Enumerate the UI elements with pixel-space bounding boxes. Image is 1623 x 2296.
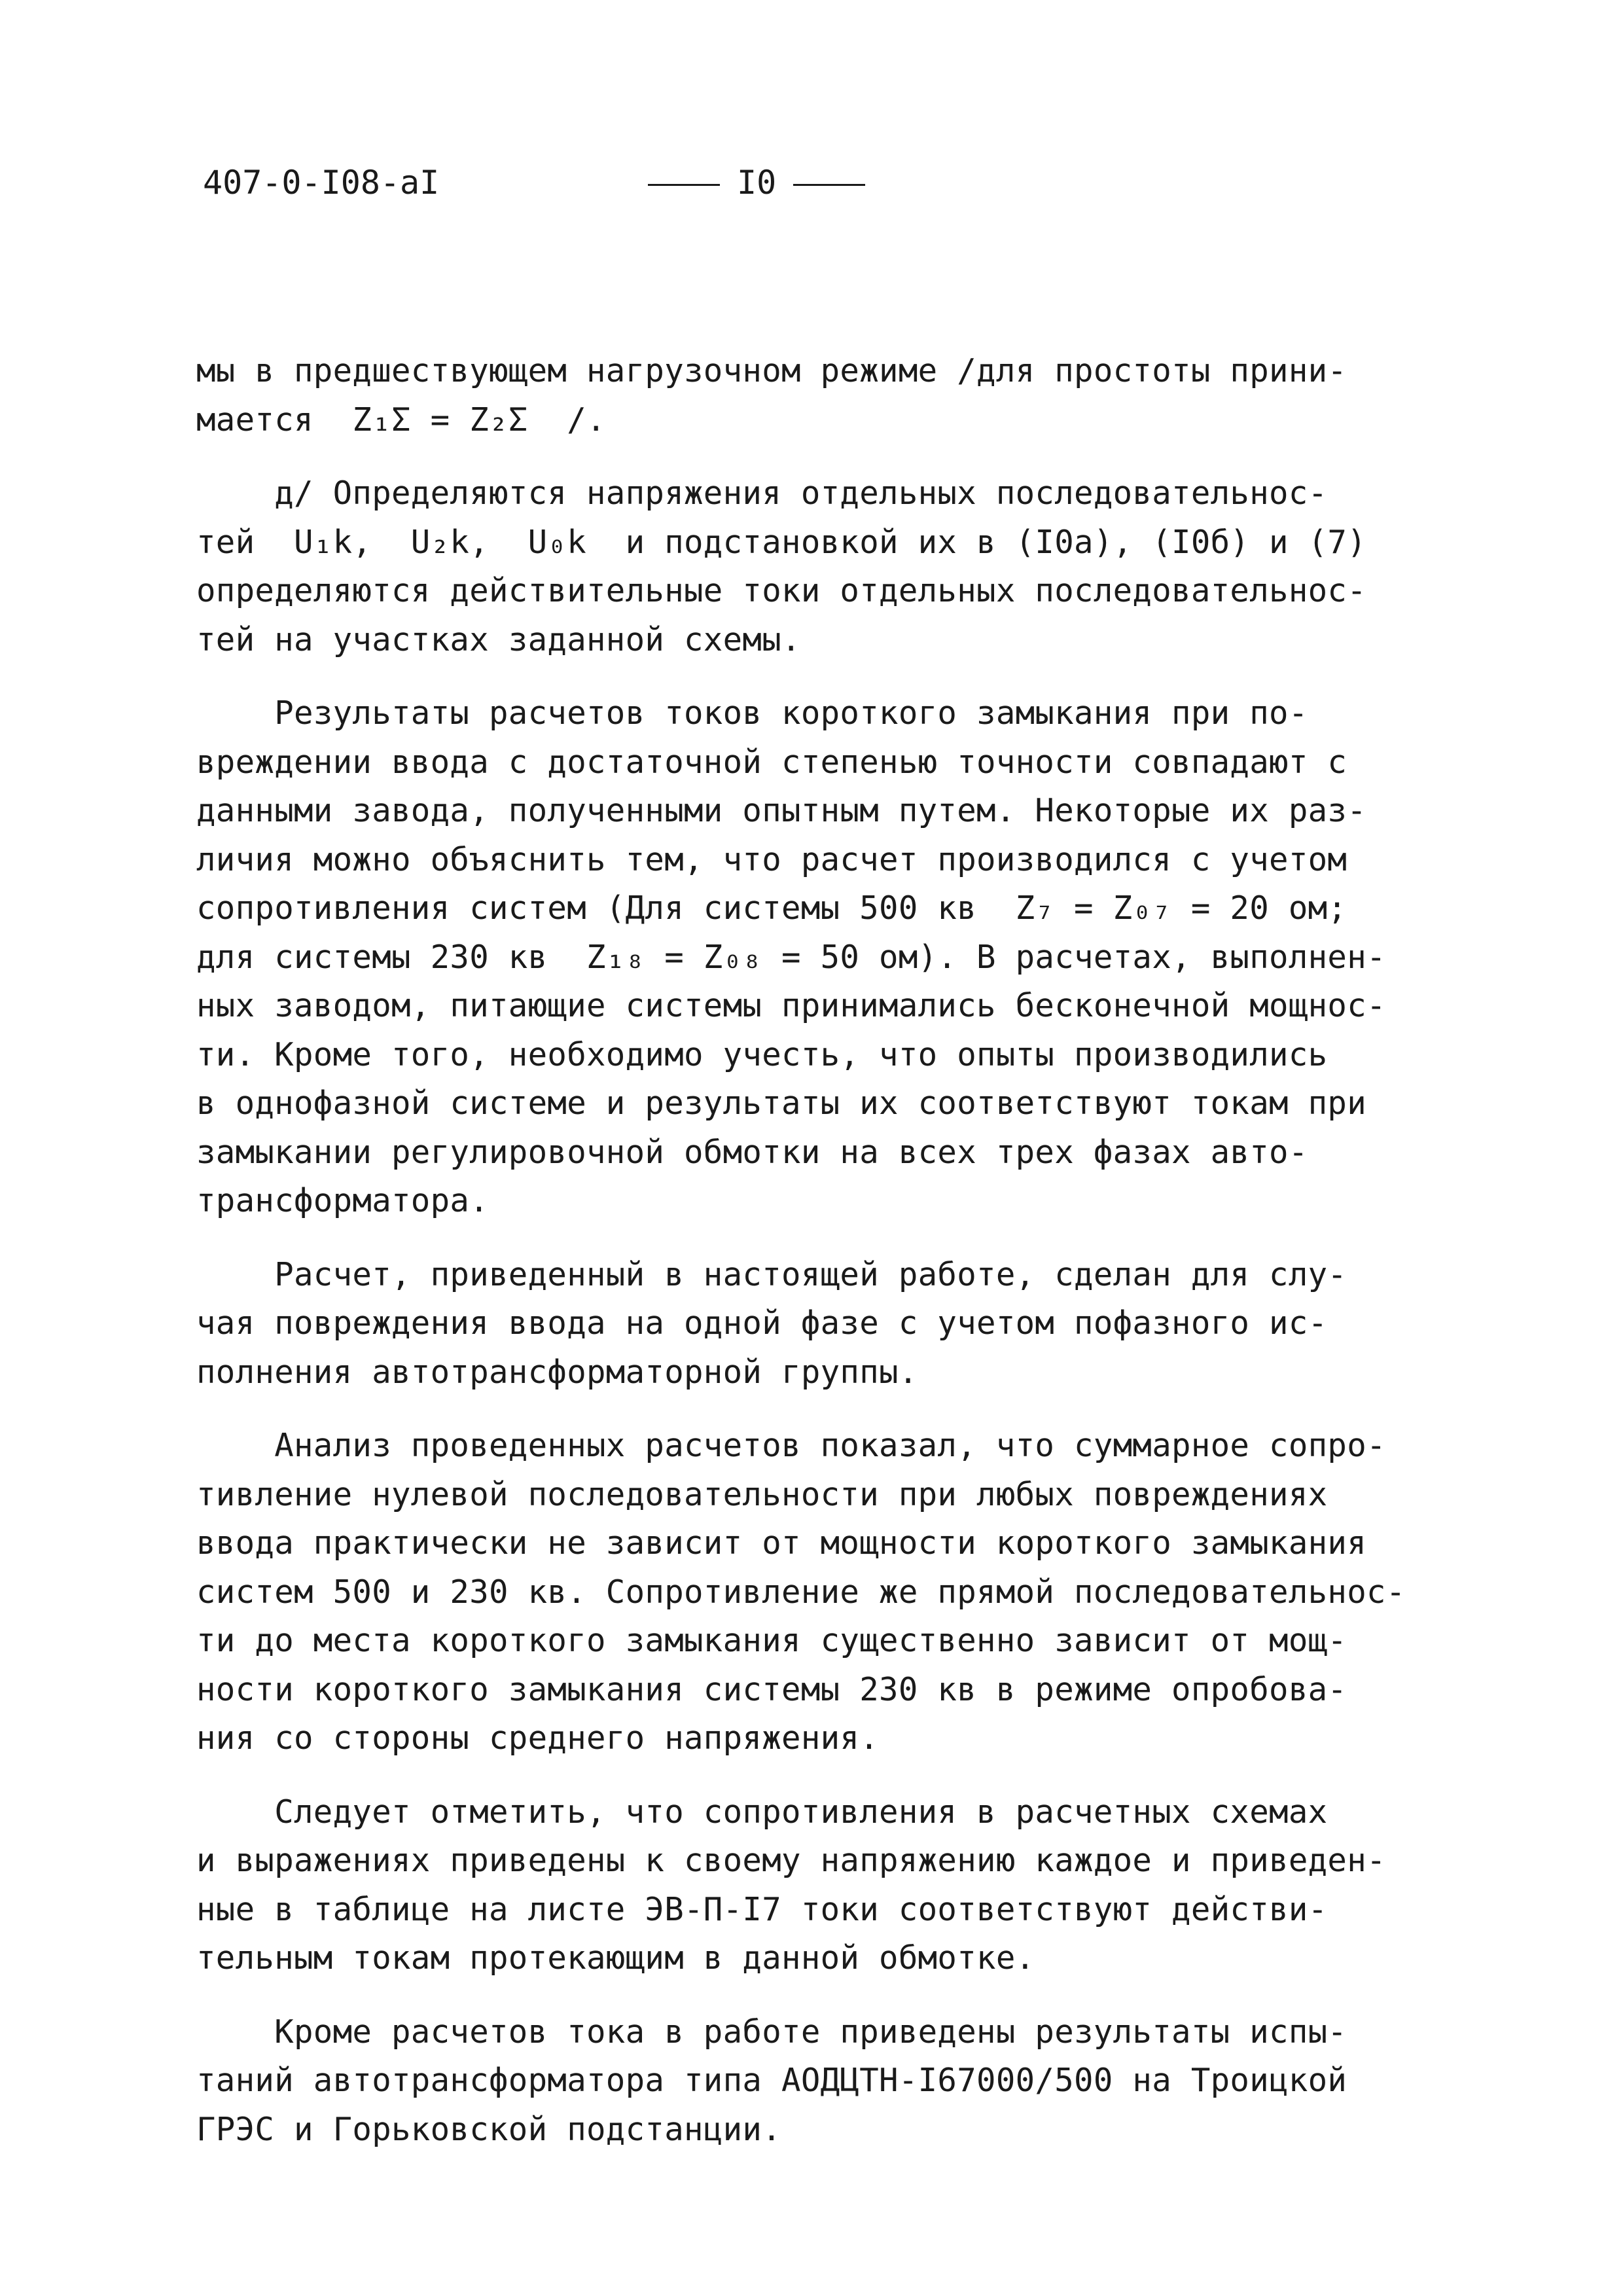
text-line: ГРЭС и Горьковской подстанции. — [196, 2110, 782, 2148]
paragraph-gap — [196, 1397, 1453, 1422]
text-line: ти. Кроме того, необходимо учесть, что опыты производились — [196, 1035, 1328, 1073]
paragraph-gap — [196, 444, 1453, 469]
paragraph — [196, 2008, 1453, 2155]
text-line: тивление нулевой последовательности при любых повреждениях — [196, 1475, 1328, 1513]
paragraph — [196, 1251, 1453, 1397]
text-line: в однофазной системе и результаты их соответствуют токам при — [196, 1085, 1367, 1122]
text-line: таний автотрансформатора типа АОДЦТН-I67000/500 на Троицкой — [196, 2062, 1347, 2099]
text-line: ности короткого замыкания системы 230 кв в режиме опробова- — [196, 1670, 1347, 1708]
document-code: 407-0-I08-aI — [203, 164, 440, 202]
text-line: чая повреждения ввода на одной фазе с учетом пофазного ис- — [196, 1304, 1328, 1342]
text-line: тельным токам протекающим в данной обмотке. — [196, 1939, 1035, 1977]
text-line: Кроме расчетов тока в работе приведены результаты испы- — [196, 2013, 1347, 2051]
text-line: ные в таблице на листе ЭВ-П-I7 токи соответствуют действи- — [196, 1890, 1328, 1928]
text-line: сопротивления систем (Для системы 500 кв Z₇ = Z₀₇ = 20 ом; — [196, 889, 1347, 927]
text-line: вреждении ввода с достаточной степенью точности совпадают с — [196, 743, 1347, 781]
text-line: трансформатора. — [196, 1182, 490, 1219]
text-line: ных заводом, питающие системы принимались бесконечной мощнос- — [196, 987, 1386, 1024]
paragraph — [196, 689, 1453, 1226]
page-header — [203, 164, 1185, 216]
text-line: Анализ проведенных расчетов показал, что суммарное сопро- — [196, 1427, 1386, 1464]
paragraph-gap — [196, 1763, 1453, 1788]
text-line: и выражениях приведены к своему напряжению каждое и приведен- — [196, 1842, 1386, 1879]
text-line: Результаты расчетов токов короткого замыкания при по- — [196, 694, 1308, 732]
page-number-block — [648, 164, 865, 202]
page-number: I0 — [737, 164, 777, 202]
text-line: тей U₁k, U₂k, U₀k и подстановкой их в (I0a), (I0б) и (7) — [196, 523, 1367, 561]
paragraph-gap — [196, 1226, 1453, 1251]
text-line: систем 500 и 230 кв. Сопротивление же прямой последовательнос- — [196, 1573, 1406, 1611]
dash-right — [793, 184, 865, 186]
text-line: замыкании регулировочной обмотки на всех трех фазах авто- — [196, 1133, 1308, 1171]
text-line: данными завода, полученными опытным путем. Некоторые их раз- — [196, 792, 1367, 829]
text-line: полнения автотрансформаторной группы. — [196, 1353, 918, 1391]
dash-left — [648, 184, 720, 186]
text-line: мы в предшествующем нагрузочном режиме /для простоты прини- — [196, 352, 1347, 389]
text-line: д/ Определяются напряжения отдельных последовательнос- — [196, 475, 1328, 512]
text-line: Расчет, приведенный в настоящей работе, сделан для слу- — [196, 1255, 1347, 1293]
paragraph — [196, 1422, 1453, 1763]
text-line: мается Z₁Σ = Z₂Σ /. — [196, 401, 606, 439]
text-line: ти до места короткого замыкания существенно зависит от мощ- — [196, 1622, 1347, 1659]
body-text — [196, 347, 1453, 2154]
paragraph-gap — [196, 1983, 1453, 2008]
text-line: для системы 230 кв Z₁₈ = Z₀₈ = 50 ом). В расчетах, выполнен- — [196, 938, 1386, 976]
paragraph — [196, 469, 1453, 664]
paragraph — [196, 1788, 1453, 1983]
paragraph — [196, 347, 1453, 444]
text-line: Следует отметить, что сопротивления в расчетных схемах — [196, 1793, 1328, 1831]
text-line: ния со стороны среднего напряжения. — [196, 1719, 880, 1757]
text-line: личия можно объяснить тем, что расчет производился с учетом — [196, 840, 1347, 878]
paragraph-gap — [196, 664, 1453, 689]
text-line: тей на участках заданной схемы. — [196, 620, 801, 658]
text-line: ввода практически не зависит от мощности короткого замыкания — [196, 1524, 1367, 1562]
text-line: определяются действительные токи отдельных последовательнос- — [196, 572, 1367, 609]
